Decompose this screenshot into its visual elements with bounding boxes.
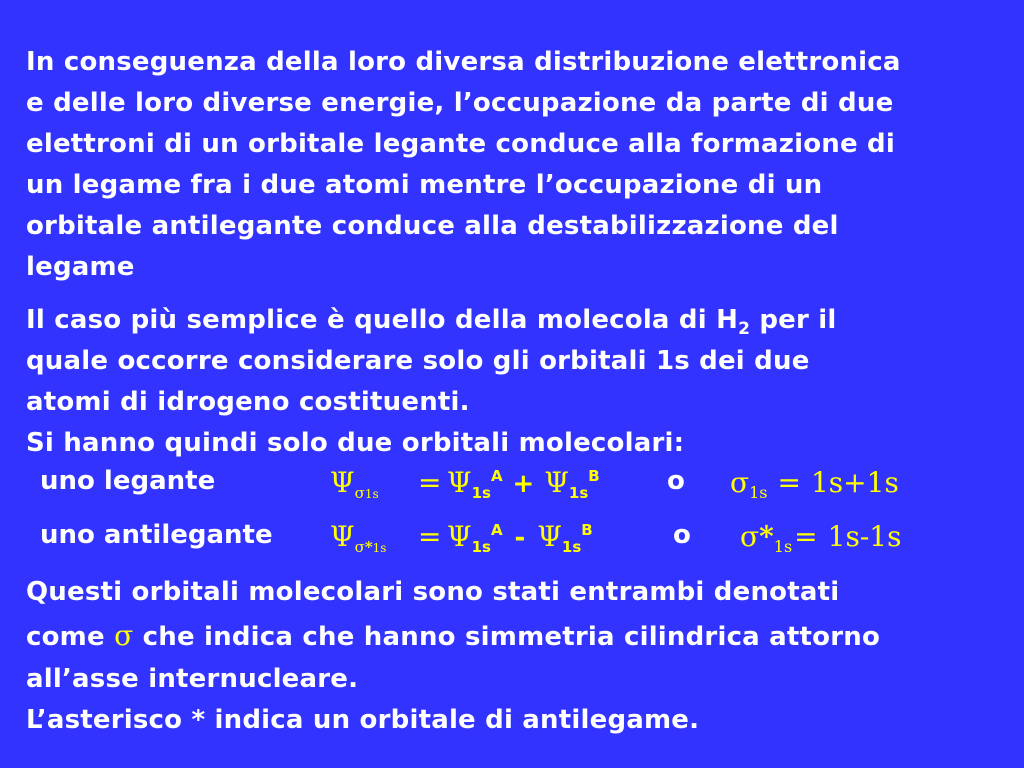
intro-line: orbitale antilegante conduce alla destabilizzazione del — [26, 211, 839, 241]
subscript: 1s — [568, 484, 589, 502]
bonding-combination — [447, 466, 600, 502]
subscript: 1s — [364, 487, 379, 501]
h2-line-3: atomi di idrogeno costituenti. — [26, 387, 470, 417]
intro-paragraph — [26, 42, 1001, 288]
intro-line: e delle loro diverse energie, l’occupazione da parte di due — [26, 88, 894, 118]
bonding-result — [730, 466, 899, 502]
h2-paragraph — [26, 300, 1001, 464]
psi-symbol: Ψ — [447, 466, 472, 499]
sigma-symbol: σ — [114, 619, 134, 652]
result-text: 1s-1s — [827, 520, 902, 553]
superscript: B — [588, 467, 600, 485]
psi-symbol: Ψ — [447, 520, 472, 553]
symmetry-line-2 — [26, 613, 1001, 659]
equals-sign: = — [794, 520, 818, 553]
subscript: 1s — [561, 538, 582, 556]
psi-symbol: Ψ — [537, 520, 562, 553]
psi-symbol: Ψ — [330, 466, 355, 499]
antibonding-combination — [447, 520, 593, 556]
psi-symbol: Ψ — [544, 466, 569, 499]
asterisk-note: L’asterisco * indica un orbitale di antilegame. — [26, 705, 700, 735]
bonding-label: uno legante — [40, 466, 216, 496]
antibonding-result — [740, 520, 901, 556]
equals-sign: = — [418, 466, 442, 499]
sigma-symbol: σ — [354, 484, 365, 502]
intro-line: un legame fra i due atomi mentre l’occupazione di un — [26, 170, 823, 200]
bonding-wavefunction — [330, 466, 379, 502]
intro-line: In conseguenza della loro diversa distribuzione elettronica — [26, 47, 901, 77]
operator: - — [514, 523, 526, 553]
sigma-symbol: σ — [740, 520, 760, 553]
h2-text-tail: per il — [750, 305, 837, 335]
h2-line-4: Si hanno quindi solo due orbitali molecolari: — [26, 428, 685, 458]
h2-subscript: 2 — [738, 319, 751, 339]
subscript: 1s — [773, 537, 793, 556]
intro-line: legame — [26, 252, 135, 282]
sigma-symbol: σ — [354, 538, 365, 556]
h2-line-2: quale occorre considerare solo gli orbitali 1s dei due — [26, 346, 810, 376]
h2-line-1 — [26, 300, 1001, 341]
symmetry-paragraph — [26, 572, 1001, 741]
symmetry-line-1: Questi orbitali molecolari sono stati entrambi denotati — [26, 577, 840, 607]
or-word: o — [673, 520, 691, 550]
superscript: A — [490, 467, 503, 485]
or-word: o — [667, 466, 685, 496]
operator: + — [512, 469, 535, 499]
symmetry-text: come — [26, 622, 115, 652]
intro-line: elettroni di un orbitale legante conduce alla formazione di — [26, 129, 895, 159]
result-text: 1s+1s — [810, 466, 899, 499]
subscript: 1s — [471, 538, 491, 556]
antibonding-wavefunction — [330, 520, 386, 556]
h2-text: Il caso più semplice è quello della molecola di H — [26, 305, 739, 335]
asterisk-symbol: * — [364, 538, 373, 556]
symmetry-text-tail: che indica che hanno simmetria cilindrica attorno — [133, 622, 881, 652]
subscript: 1s — [471, 484, 491, 502]
sigma-symbol: σ — [730, 466, 750, 499]
superscript: B — [581, 521, 593, 539]
antibonding-label: uno antilegante — [40, 520, 273, 550]
equals-sign: = — [777, 466, 801, 499]
symmetry-line-3: all’asse internucleare. — [26, 664, 359, 694]
subscript: 1s — [749, 483, 768, 502]
psi-symbol: Ψ — [330, 520, 355, 553]
superscript: A — [490, 521, 503, 539]
subscript: 1s — [372, 541, 387, 555]
equals-sign: = — [418, 520, 442, 553]
asterisk-symbol: * — [759, 520, 774, 553]
